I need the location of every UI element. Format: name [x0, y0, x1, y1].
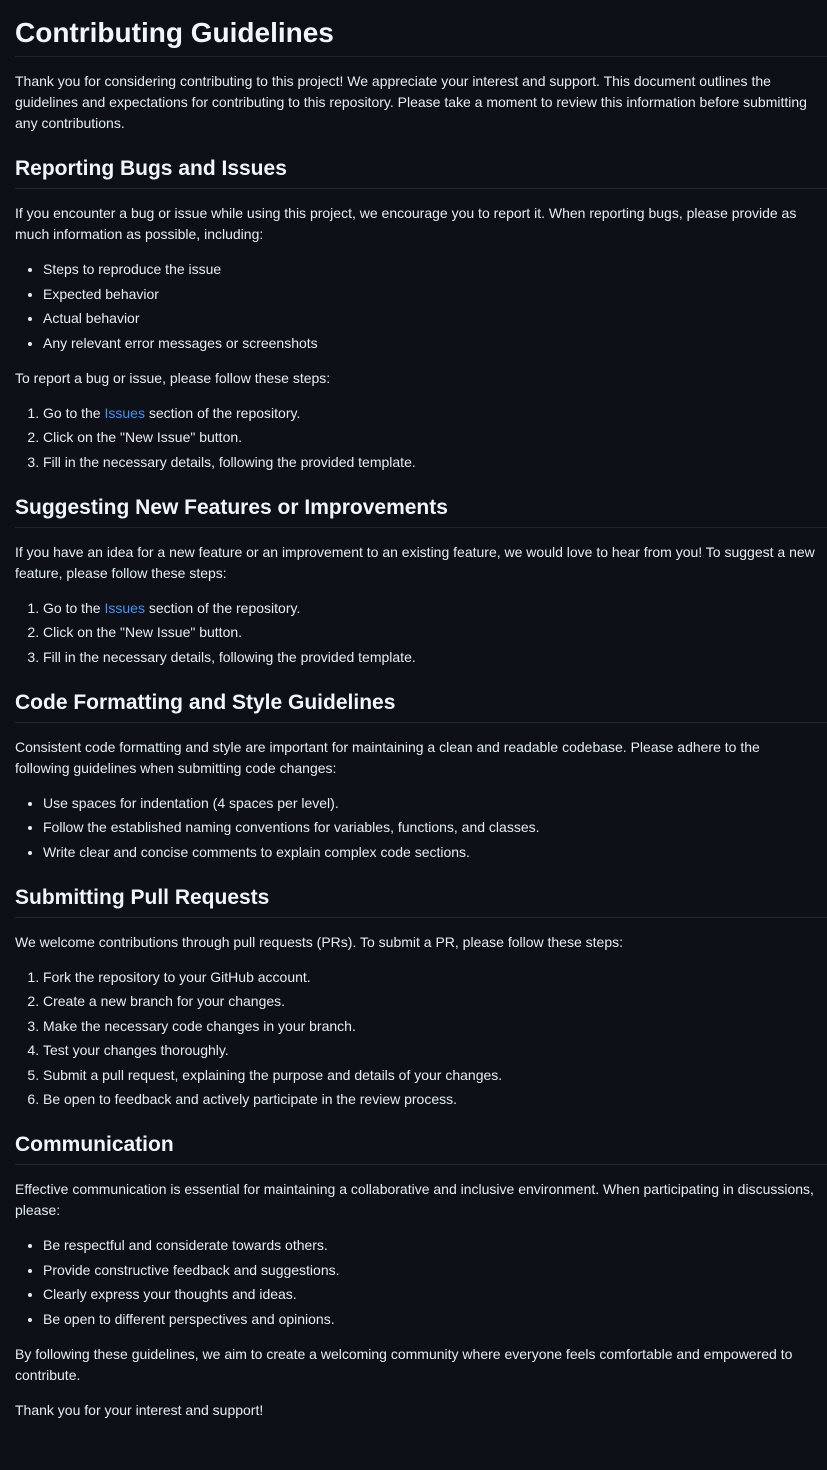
list-item: • Be open to different perspectives and opinions. — [43, 1309, 827, 1330]
list-item: • Expected behavior — [43, 284, 827, 305]
list-item: • Follow the established naming conventions for variables, functions, and classes. — [43, 817, 827, 838]
bugs-info-list — [15, 259, 827, 354]
bugs-steps-intro: To report a bug or issue, please follow these steps: — [15, 369, 331, 386]
list-item: • Provide constructive feedback and suggestions. — [43, 1260, 827, 1281]
closing-paragraph: By following these guidelines, we aim to create a welcoming community where everyone feels comfortable and empowered to contribute. — [15, 1345, 793, 1383]
issues-link[interactable]: Issues — [104, 404, 145, 421]
list-item: 3. Make the necessary code changes in your branch. — [43, 1016, 827, 1037]
list-item: • Be respectful and considerate towards others. — [43, 1235, 827, 1256]
heading-pull-requests: Submitting Pull Requests — [15, 883, 827, 918]
communication-intro: Effective communication is essential for maintaining a collaborative and inclusive environment. When participating in discussions, please: — [15, 1181, 814, 1218]
list-item: 2. Create a new branch for your changes. — [43, 991, 827, 1012]
heading-code-style: Code Formatting and Style Guidelines — [15, 688, 827, 723]
features-steps-list — [15, 598, 827, 668]
list-item: • Steps to reproduce the issue — [43, 259, 827, 280]
list-item: • Clearly express your thoughts and ideas. — [43, 1284, 827, 1305]
intro-paragraph: Thank you for considering contributing to this project! We appreciate your interest and support. This document outlines the guidelines and expectations for contributing to this repository. Please take a moment to review this information before submitting any contributions. — [15, 73, 807, 131]
prs-steps-list — [15, 967, 827, 1111]
style-list — [15, 793, 827, 863]
list-item: 1. Go to the Issues section of the repository. — [43, 598, 827, 619]
list-item: 6. Be open to feedback and actively participate in the review process. — [43, 1089, 827, 1110]
list-item: • Write clear and concise comments to explain complex code sections. — [43, 842, 827, 863]
communication-list — [15, 1235, 827, 1330]
list-item: • Actual behavior — [43, 308, 827, 329]
bugs-steps-list — [15, 403, 827, 473]
list-item: 4. Test your changes thoroughly. — [43, 1040, 827, 1061]
issues-link[interactable]: Issues — [104, 599, 145, 616]
list-item: 3. Fill in the necessary details, following the provided template. — [43, 452, 827, 473]
list-item: 5. Submit a pull request, explaining the purpose and details of your changes. — [43, 1065, 827, 1086]
page-title: Contributing Guidelines — [15, 14, 827, 57]
thanks-paragraph: Thank you for your interest and support! — [15, 1401, 264, 1418]
list-item: • Use spaces for indentation (4 spaces per level). — [43, 793, 827, 814]
features-intro: If you have an idea for a new feature or an improvement to an existing feature, we would love to hear from you! To suggest a new feature, please follow these steps: — [15, 543, 815, 581]
heading-communication: Communication — [15, 1130, 827, 1165]
list-item: • Any relevant error messages or screenshots — [43, 333, 827, 354]
prs-intro: We welcome contributions through pull requests (PRs). To submit a PR, please follow these steps: — [15, 933, 623, 950]
bugs-intro: If you encounter a bug or issue while using this project, we encourage you to report it. When reporting bugs, please provide as much information as possible, including: — [15, 205, 797, 242]
list-item: 3. Fill in the necessary details, following the provided template. — [43, 647, 827, 668]
list-item: 1. Fork the repository to your GitHub account. — [43, 967, 827, 988]
style-intro: Consistent code formatting and style are important for maintaining a clean and readable codebase. Please adhere to the following guidelines when submitting code changes: — [15, 738, 760, 776]
list-item: 2. Click on the "New Issue" button. — [43, 622, 827, 643]
heading-suggesting-features: Suggesting New Features or Improvements — [15, 493, 827, 528]
heading-reporting-bugs: Reporting Bugs and Issues — [15, 154, 827, 189]
list-item: 1. Go to the Issues section of the repository. — [43, 403, 827, 424]
list-item: 2. Click on the "New Issue" button. — [43, 427, 827, 448]
